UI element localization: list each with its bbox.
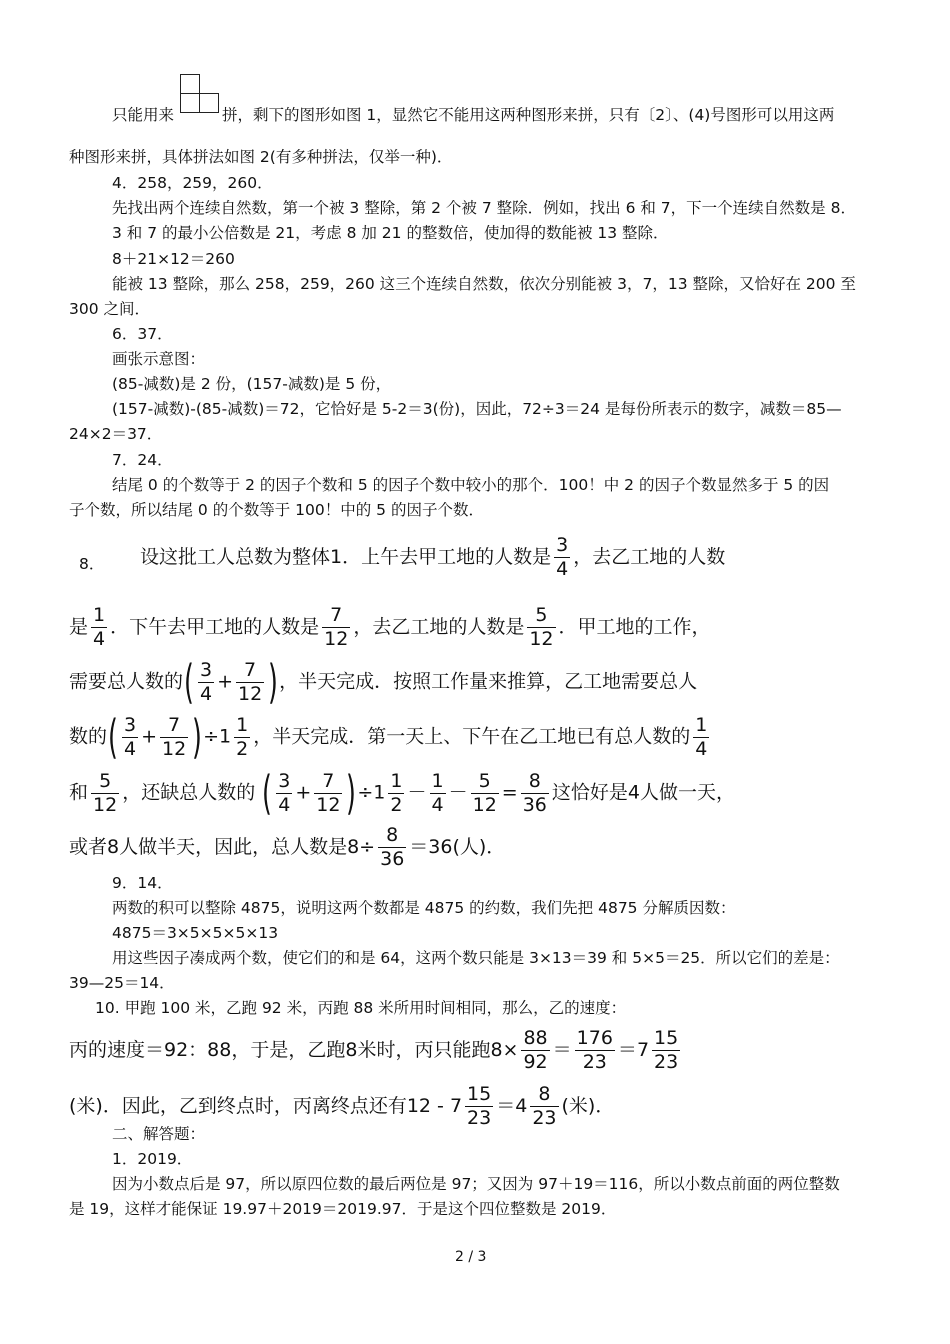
line-text: 300 之间． [69,300,151,318]
grid-cell-bottom-right [199,93,219,113]
section-heading: 二、解答题： [112,1125,206,1143]
line-text: (85-减数)是 2 份，(157-减数)是 5 份， [112,375,392,393]
fraction-88-92: $\frac{88}{92}$ [523,1027,548,1073]
answer-heading: 8． [79,555,105,573]
answer-heading: 7．24． [112,451,173,469]
line-text: 39—25＝14． [69,974,175,992]
line-text: 因为小数点后是 97，所以原四位数的最后两位是 97；又因为 97＋19＝116，所以小数点前面的两位整数 [112,1175,840,1193]
equation-line: 4875＝3×5×5×5×13 [112,924,279,942]
q8-row-3: 需要总人数的( $\frac{3}{4}$ + $\frac{7}{12}$ )，半天完成．按照工作量来推算，乙工地需要总人 [69,655,698,709]
fraction-8-36: $\frac{8}{36}$ [522,769,547,816]
fraction-176-23: $\frac{176}{23}$ [576,1027,613,1073]
q8-text: 设这批工人总数为整体1．上午去甲工地的人数是 [140,545,552,568]
fraction-1-4: $\frac{1}{4}$ [431,769,444,816]
fraction-1-4: $\frac{1}{4}$ [695,713,708,760]
line-text: 只能用来 [112,106,175,124]
line-text: 先找出两个连续自然数，第一个被 3 整除，第 2 个被 7 整除．例如，找出 6 和 7，下一个连续自然数是 8． [112,199,856,217]
fraction-8-23: $\frac{8}{23}$ [532,1083,557,1129]
fraction-1-2: $\frac{1}{2}$ [390,769,403,816]
page-number: 2 / 3 [455,1249,487,1265]
fraction-15-23: $\frac{15}{23}$ [654,1027,679,1073]
fraction-1-4: $\frac{1}{4}$ [93,604,106,650]
grid-cell-bottom-left [180,93,200,113]
answer-heading: 10. 甲跑 100 米，乙跑 92 米，丙跑 88 米所用时间相同，那么，乙的速度： [95,999,627,1017]
q8-row-4: 数的( $\frac{3}{4}$ + $\frac{7}{12}$ )÷1 $\frac{1}{2}$ ，半天完成．第一天上、下午在乙工地已有总人数的 $\frac{1}{4}$ [69,710,708,764]
line-text: 24×2＝37． [69,425,163,443]
q8-row-5: 和 $\frac{5}{12}$ ，还缺总人数的 ( $\frac{3}{4}$ + $\frac{7}{12}$ )÷1 $\frac{1}{2}$ － $\frac{1}{4}$ － $\frac{5}{12}$ = $\frac{8}{36}$ 这恰好是4人做一天， [69,766,735,820]
line-text: 能被 13 整除，那么 258，259，260 这三个连续自然数，依次分别能被 3，7，13 整除，又恰好在 200 至 [112,275,856,293]
q8-row-1 [140,535,725,580]
line-text: 拼，剩下的图形如图 1，显然它不能用这两种图形来拼，只有〔2〕、(4)号图形可以用这两 [222,106,835,124]
fraction-3-4: $\frac{3}{4}$ [123,713,137,760]
line-text: 3 和 7 的最小公倍数是 21，考虑 8 加 21 的整数倍，使加得的数能被 13 整除． [112,224,669,242]
q8-row-6: 或者8人做半天，因此，总人数是8÷ $\frac{8}{36}$ ＝36(人)． [69,824,506,870]
fraction-7-12: $\frac{7}{12}$ [237,658,263,705]
q10-row-1: 丙的速度＝92：88，于是，乙跑8米时，丙只能跑8× $\frac{88}{92}$ ＝ $\frac{176}{23}$ ＝7 $\frac{15}{23}$ [69,1027,679,1073]
fraction-5-12: $\frac{5}{12}$ [93,769,118,816]
line-text: 画张示意图： [112,350,206,368]
line-text: 用这些因子凑成两个数，使它们的和是 64，这两个数只能是 3×13＝39 和 5×5＝25．所以它们的差是： [112,949,840,967]
line-text: 是 19，这样才能保证 19.97＋2019＝2019.97．于是这个四位整数是 2019． [69,1200,617,1218]
answer-heading: 4．258，259，260． [112,174,273,192]
fraction-8-36: $\frac{8}{36}$ [380,824,405,870]
answer-heading: 9．14． [112,874,173,892]
fraction-5-12: $\frac{5}{12}$ [472,769,497,816]
q8-text: ，去乙工地的人数 [573,545,726,568]
fraction-7-12: $\frac{7}{12}$ [161,713,187,760]
fraction-3-4: $\frac{3}{4}$ [278,769,291,816]
q8-row-2: 是 $\frac{1}{4}$ ．下午去甲工地的人数是 $\frac{7}{12}$ ，去乙工地的人数是 $\frac{5}{12}$ ．甲工地的工作， [69,604,711,650]
answer-heading: 1．2019． [112,1150,193,1168]
line-text: 子个数，所以结尾 0 的个数等于 100！中的 5 的因子个数． [69,501,484,519]
grid-cell-top [180,74,200,94]
fraction-1-2: $\frac{1}{2}$ [236,713,249,760]
line-text: (157-减数)-(85-减数)＝72，它恰好是 5-2＝3(份)，因此，72÷3＝24 是每份所表示的数字，减数＝85— [112,400,842,418]
line-text: 种图形来拼，具体拼法如图 2(有多种拼法，仅举一种)． [69,148,453,166]
line-text: 两数的积可以整除 4875，说明这两个数都是 4875 的约数，我们先把 4875 分解质因数： [112,899,736,917]
equation-line: 8＋21×12＝260 [112,250,235,268]
line-text: 结尾 0 的个数等于 2 的因子个数和 5 的因子个数中较小的那个．100！中 2 的因子个数显然多于 5 的因 [112,476,830,494]
q10-row-2: (米)．因此，乙到终点时，丙离终点还有12 - 7 $\frac{15}{23}$ ＝4 $\frac{8}{23}$ (米)． [69,1083,615,1129]
fraction-3-4: $\frac{3}{4}$ [199,658,213,705]
fraction-7-12: $\frac{7}{12}$ [316,769,341,816]
fraction-15-23: $\frac{15}{23}$ [467,1083,492,1129]
fraction-7-12: $\frac{7}{12}$ [324,604,349,650]
fraction-5-12: $\frac{5}{12}$ [529,604,554,650]
fraction-3-4: $\frac{3}{4}$ [556,534,569,580]
answer-heading: 6．37． [112,325,173,343]
